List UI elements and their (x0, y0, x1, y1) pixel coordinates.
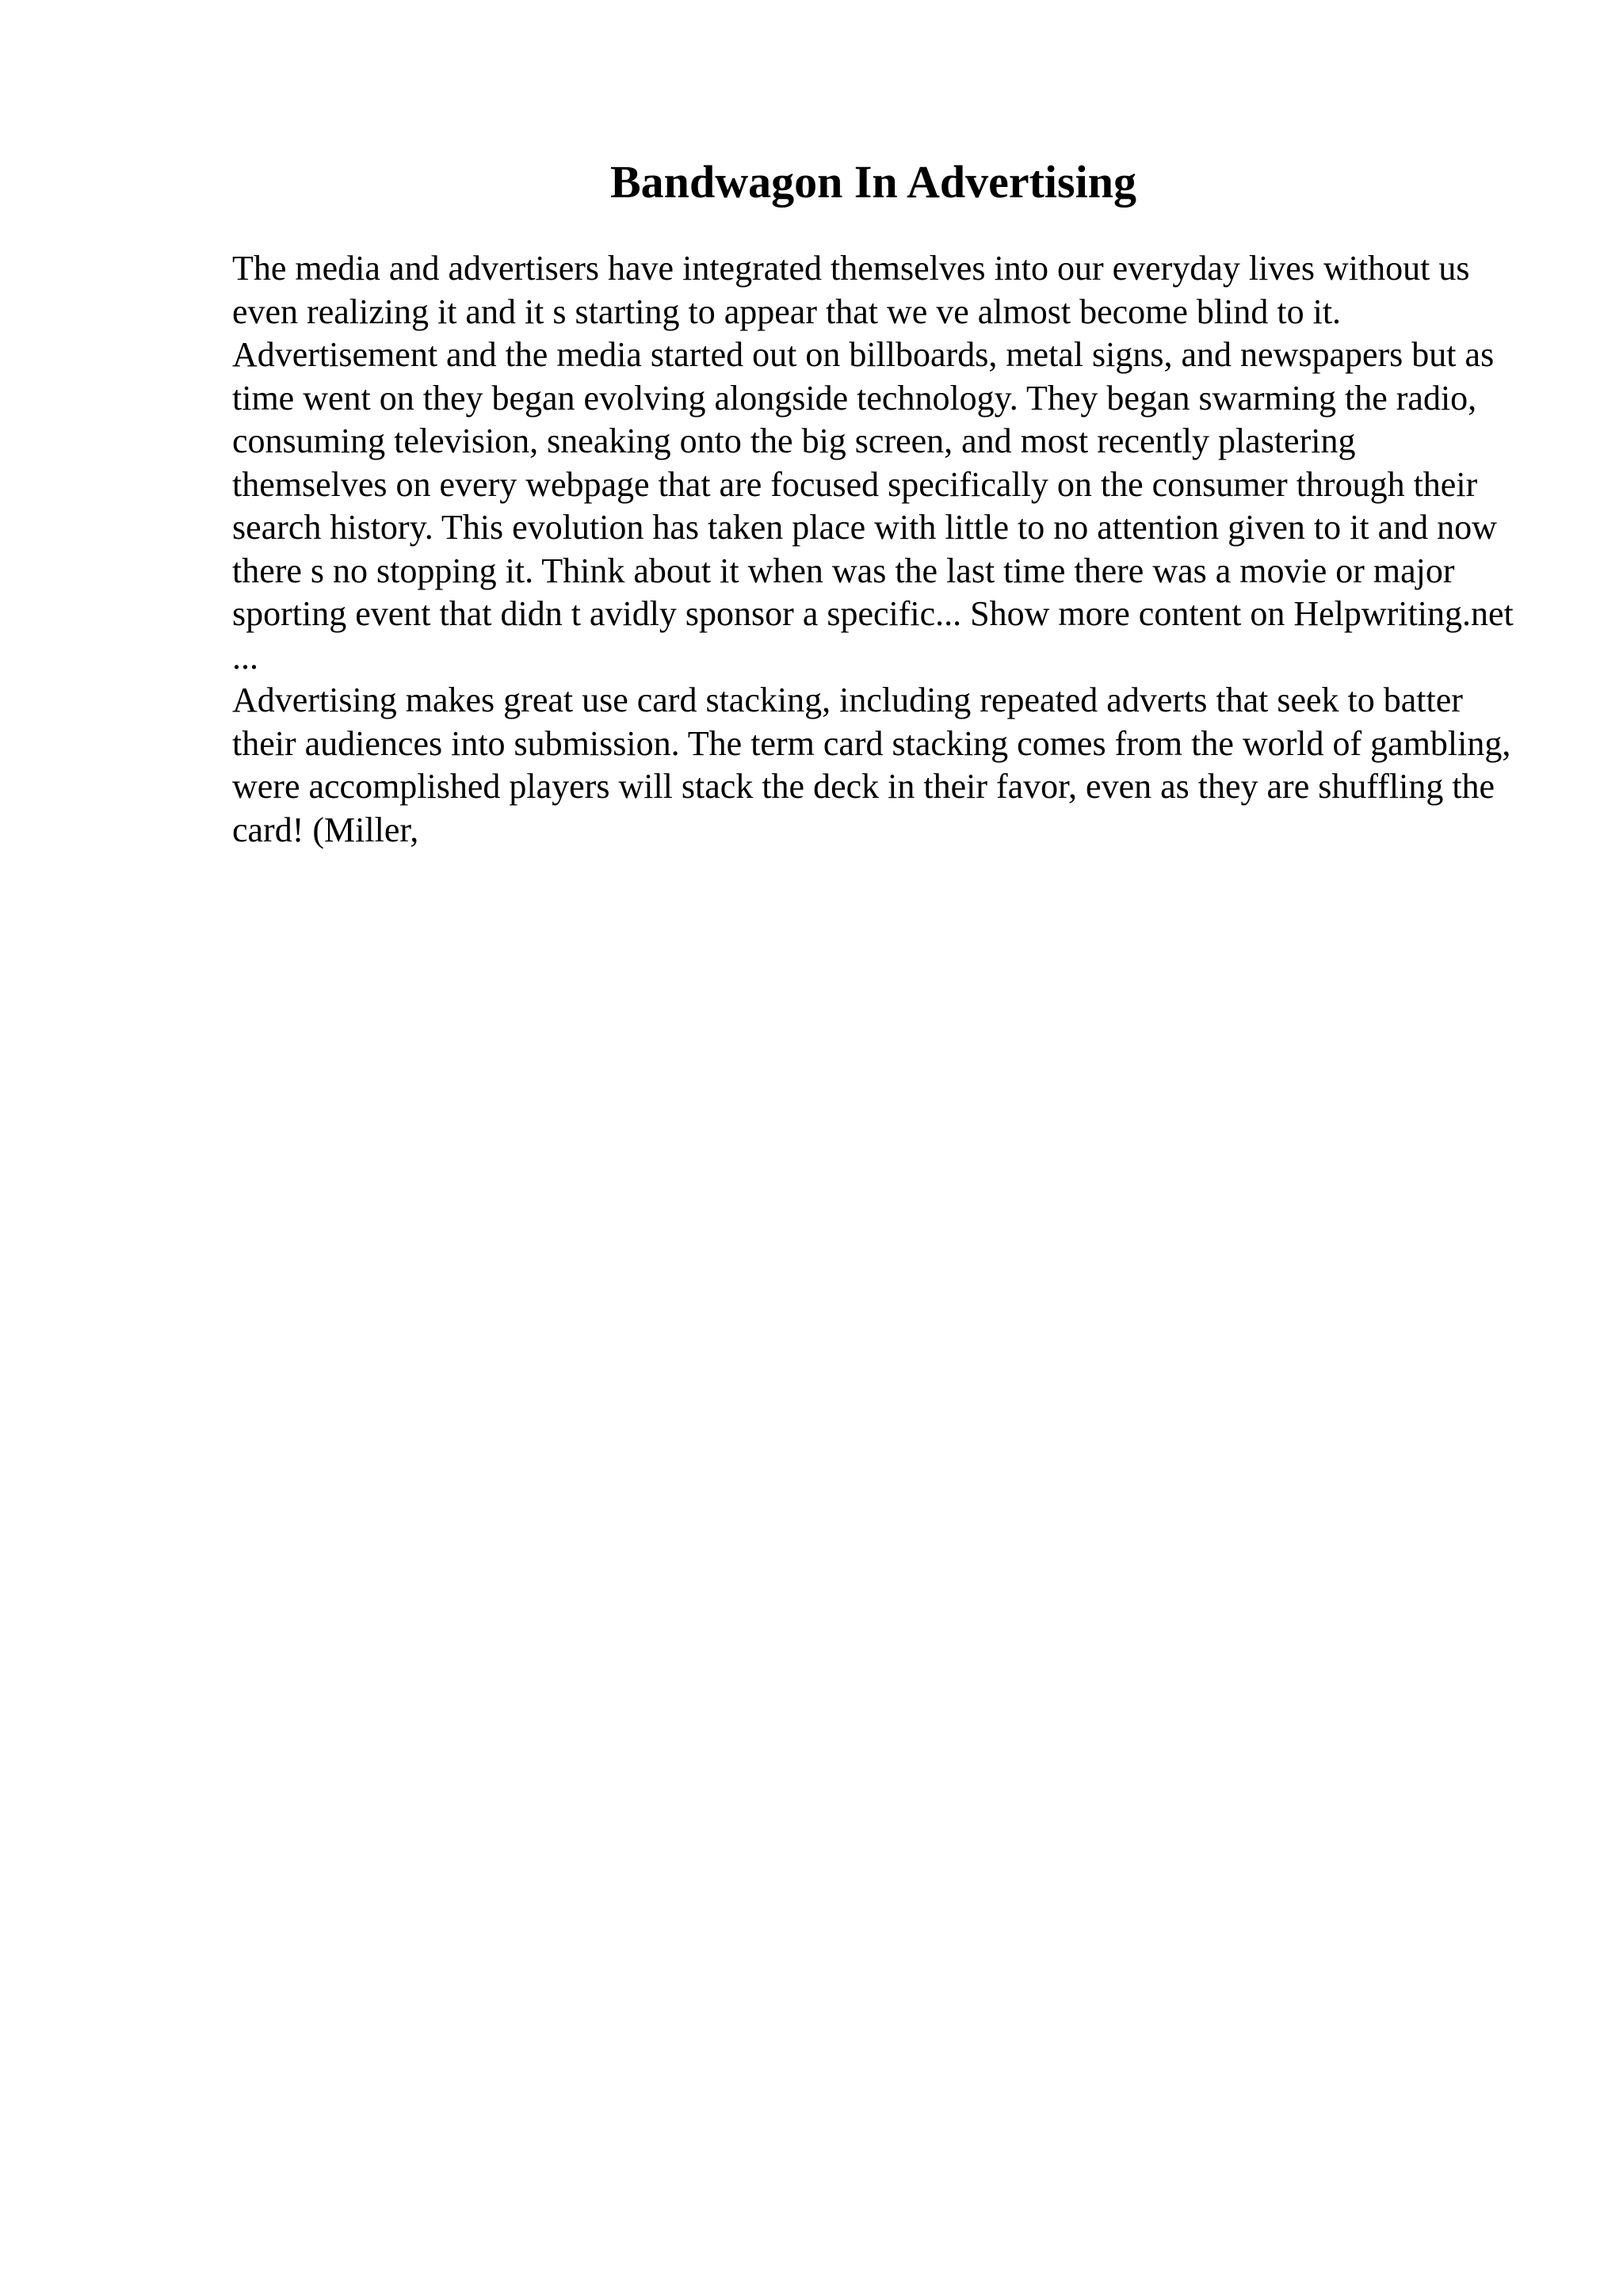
body-paragraph-1: The media and advertisers have integrated themselves into our everyday lives without us even realizing it and it s starting to appear that we ve almost become blind to it. Advertisement and the media started out on billboards, metal signs, and newspapers but as time went on they began evolving alongside technology. They began swarming the radio, consuming television, sneaking onto the big screen, and most recently plastering themselves on every webpage that are focused specifically on the consumer through their search history. This evolution has taken place with little to no attention given to it and now there s no stopping it. Think about it when was the last time there was a movie or major sporting event that didn t avidly sponsor a specific... Show more content on Helpwriting.net ... (232, 249, 1514, 677)
document-body (232, 247, 1516, 852)
document-title: Bandwagon In Advertising (610, 156, 1136, 208)
body-paragraph-2: Advertising makes great use card stacking, including repeated adverts that seek to batter their audiences into submission. The term card stacking comes from the world of gambling, were accomplished players will stack the deck in their favor, even as they are shuffling the card! (Miller, (232, 681, 1511, 849)
